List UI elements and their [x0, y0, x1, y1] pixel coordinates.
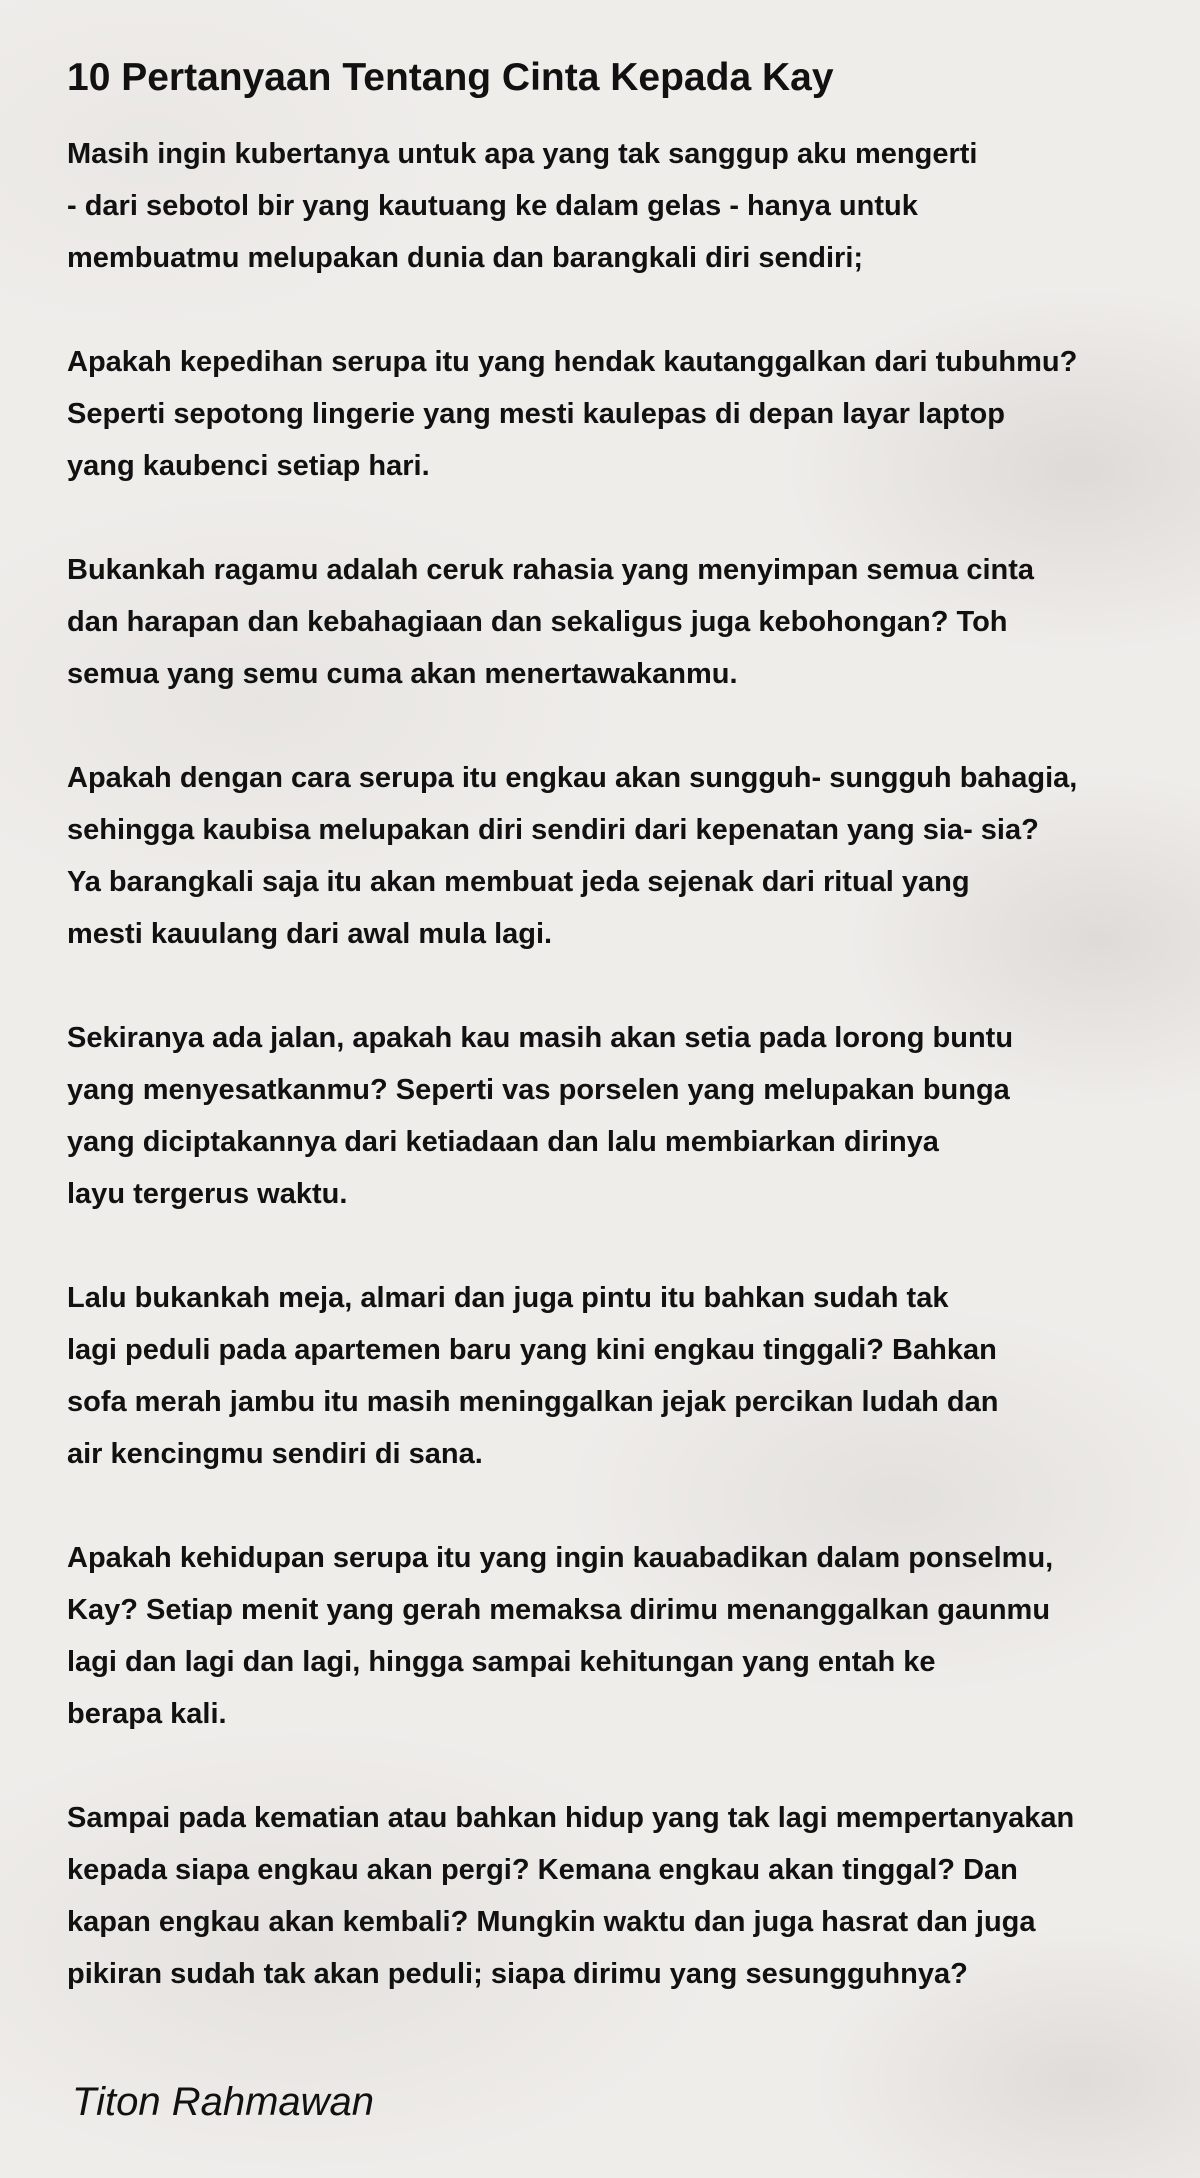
stanza-line: Sekiranya ada jalan, apakah kau masih akan setia pada lorong buntu — [67, 1022, 1014, 1054]
stanza-line: Lalu bukankah meja, almari dan juga pintu itu bahkan sudah tak — [67, 1282, 949, 1314]
stanza-line: Apakah kepedihan serupa itu yang hendak kautanggalkan dari tubuhmu? — [67, 346, 1078, 378]
stanza-line: Bukankah ragamu adalah ceruk rahasia yang menyimpan semua cinta — [67, 554, 1035, 586]
stanza-8 — [67, 1792, 1192, 2000]
stanza-line: sofa merah jambu itu masih meninggalkan jejak percikan ludah dan — [67, 1386, 999, 1418]
poem-container — [67, 52, 1192, 2052]
stanza-line: berapa kali. — [67, 1698, 227, 1730]
stanza-line: - dari sebotol bir yang kautuang ke dalam gelas - hanya untuk — [67, 190, 918, 222]
stanza-line: Apakah dengan cara serupa itu engkau akan sungguh- sungguh bahagia, — [67, 762, 1078, 794]
stanza-6 — [67, 1272, 1192, 1480]
stanza-line: mesti kauulang dari awal mula lagi. — [67, 918, 553, 950]
poem-author: Titon Rahmawan — [72, 2080, 375, 2124]
stanza-line: membuatmu melupakan dunia dan barangkali diri sendiri; — [67, 242, 864, 274]
stanza-line: Ya barangkali saja itu akan membuat jeda sejenak dari ritual yang — [67, 866, 970, 898]
stanza-line: pikiran sudah tak akan peduli; siapa dirimu yang sesungguhnya? — [67, 1958, 968, 1990]
stanza-4 — [67, 752, 1192, 960]
stanza-line: lagi peduli pada apartemen baru yang kini engkau tinggali? Bahkan — [67, 1334, 997, 1366]
stanza-line: dan harapan dan kebahagiaan dan sekaligus juga kebohongan? Toh — [67, 606, 1008, 638]
stanza-line: semua yang semu cuma akan menertawakanmu. — [67, 658, 738, 690]
stanza-line: lagi dan lagi dan lagi, hingga sampai kehitungan yang entah ke — [67, 1646, 936, 1678]
stanza-5 — [67, 1012, 1192, 1220]
stanza-line: Apakah kehidupan serupa itu yang ingin kauabadikan dalam ponselmu, — [67, 1542, 1054, 1574]
poem-title: 10 Pertanyaan Tentang Cinta Kepada Kay — [67, 56, 834, 99]
stanza-line: kepada siapa engkau akan pergi? Kemana engkau akan tinggal? Dan — [67, 1854, 1018, 1886]
stanza-line: air kencingmu sendiri di sana. — [67, 1438, 483, 1470]
poem-body — [67, 128, 1192, 2000]
stanza-line: Seperti sepotong lingerie yang mesti kaulepas di depan layar laptop — [67, 398, 1005, 430]
stanza-line: layu tergerus waktu. — [67, 1178, 348, 1210]
stanza-line: Kay? Setiap menit yang gerah memaksa dirimu menanggalkan gaunmu — [67, 1594, 1051, 1626]
stanza-7 — [67, 1532, 1192, 1740]
stanza-2 — [67, 336, 1192, 492]
stanza-line: sehingga kaubisa melupakan diri sendiri dari kepenatan yang sia- sia? — [67, 814, 1039, 846]
stanza-3 — [67, 544, 1192, 700]
stanza-1 — [67, 128, 1192, 284]
stanza-line: yang kaubenci setiap hari. — [67, 450, 430, 482]
stanza-line: yang diciptakannya dari ketiadaan dan lalu membiarkan dirinya — [67, 1126, 939, 1158]
stanza-line: kapan engkau akan kembali? Mungkin waktu dan juga hasrat dan juga — [67, 1906, 1036, 1938]
stanza-line: yang menyesatkanmu? Seperti vas porselen yang melupakan bunga — [67, 1074, 1010, 1106]
stanza-line: Sampai pada kematian atau bahkan hidup yang tak lagi mempertanyakan — [67, 1802, 1075, 1834]
stanza-line: Masih ingin kubertanya untuk apa yang tak sanggup aku mengerti — [67, 138, 978, 170]
